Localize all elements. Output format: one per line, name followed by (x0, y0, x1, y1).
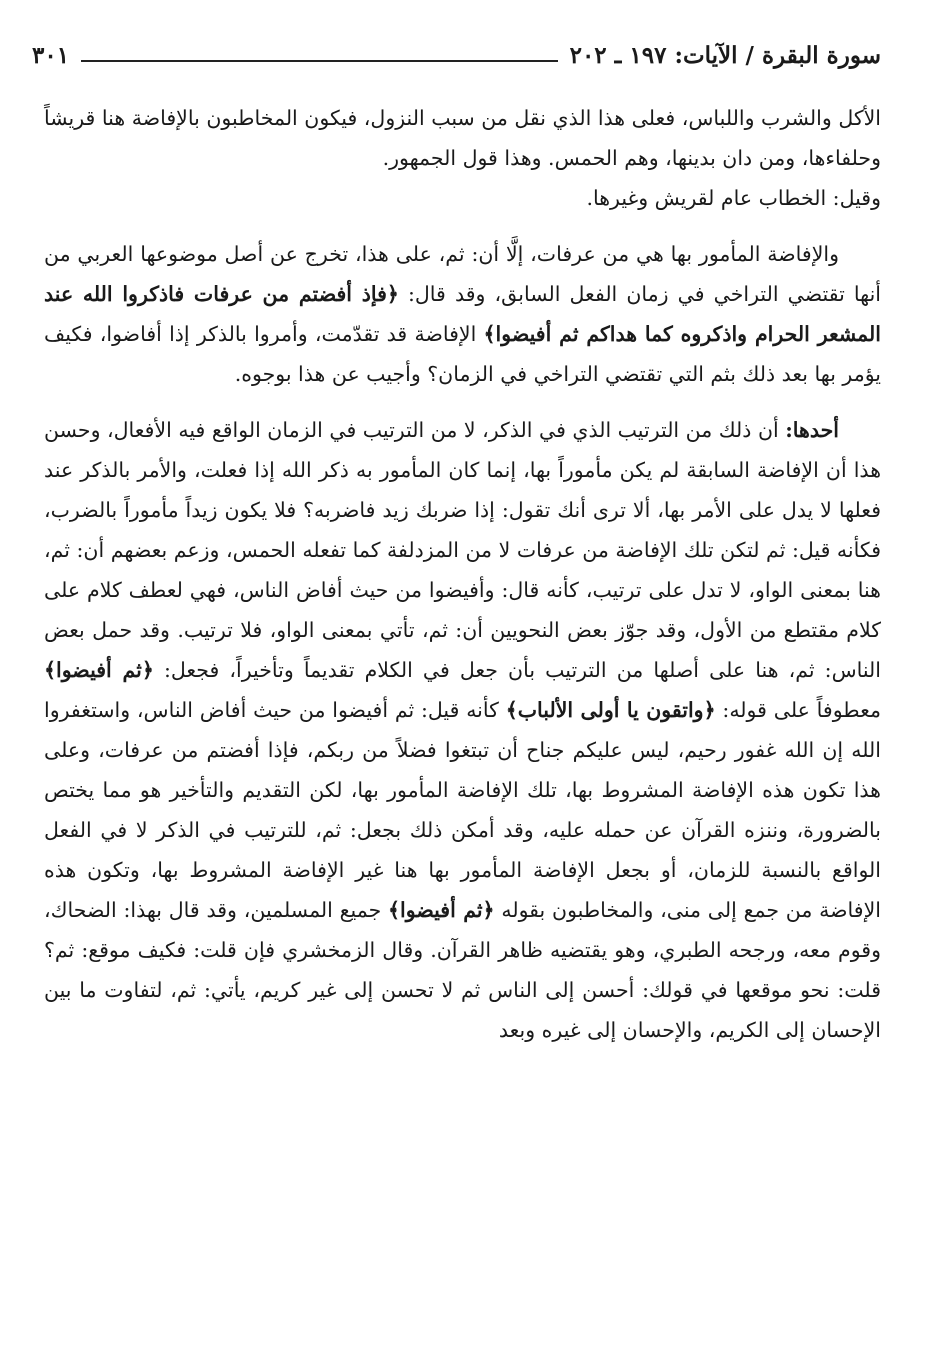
paragraph-4-lead: أحدها: (785, 418, 839, 442)
quran-quote: ﴿ثم أفيضوا﴾ (44, 658, 154, 682)
quran-quote: ﴿واتقون يا أولى الألباب﴾ (505, 698, 716, 722)
paragraph-2: وقيل: الخطاب عام لقريش وغيرها. (586, 186, 881, 210)
running-header (32, 38, 881, 72)
paragraph-4-text-d: جميع المسلمين، وقد قال بهذا: الضحاك، وقوم معه، ورجحه الطبري، وهو يقتضيه ظاهر القرآن. وقال الزمخشري فإن قلت: فكيف موقع: ثم؟ قلت: نحو موقعها في قولك: أحسن إلى الناس ثم لا تحسن إلى غير كريم، يأتي: ثم، لتفاوت ما بين الإحسان إلى الكريم، والإحسان إلى غيره وبعد (44, 898, 881, 1042)
paragraph-3-text-a: والإفاضة المأمور بها هي من عرفات، إلَّا أن: ثم، على هذا، تخرج عن أصل موضوعها العربي من أنها تقتضي التراخي في زمان الفعل السابق، وقد قال: (44, 242, 881, 306)
page-body (44, 98, 881, 1050)
paragraph-3 (44, 234, 881, 394)
paragraph-4 (44, 410, 881, 1050)
quran-quote: ﴿فإذ أفضتم من عرفات فاذكروا الله عند المشعر الحرام واذكروه كما هداكم ثم أفيضوا﴾ (44, 282, 881, 346)
paragraph-4-text-a: أن ذلك من الترتيب الذي في الذكر، لا من الترتيب في الزمان الواقع فيه الأفعال، وحسن هذا أن الإفاضة السابقة لم يكن مأموراً بها، إنما كان المأمور به ذكر الله إذا فعلت، والأمر بالذكر عند فعلها لا يدل على الأمر بها، ألا ترى أنك تقول: إذا ضربك زيد فاضربه؟ فلا يكون زيداً مأموراً بالضرب، فكأنه قيل: ثم لتكن تلك الإفاضة من عرفات لا من المزدلفة كما تفعله الحمس، وزعم بعضهم أن: ثم، هنا بمعنى الواو، لا تدل على ترتيب، كأنه قال: وأفيضوا من حيث أفاض الناس، فهي لعطف كلام على كلام مقتطع من الأول، وقد جوّز بعض النحويين أن: ثم، تأتي بمعنى الواو، فلا ترتيب. وقد حمل بعض الناس: ثم، هنا على أصلها من الترتيب بأن جعل في الكلام تقديماً وتأخيراً، فجعل: (44, 418, 881, 682)
page-number: ٣٠١ (32, 41, 70, 69)
paragraph-3-text-b: الإفاضة قد تقدّمت، وأمروا بالذكر إذا أفاضوا، فكيف يؤمر بها بعد ذلك بثم التي تقتضي التراخي في الزمان؟ وأجيب عن هذا بوجوه. (44, 322, 881, 386)
header-rule (81, 60, 558, 62)
paragraph-4-text-c: كأنه قيل: ثم أفيضوا من حيث أفاض الناس، واستغفروا الله إن الله غفور رحيم، ليس عليكم جناح أن تبتغوا فضلاً من ربكم، فإذا أفضتم من عرفات، وعلى هذا تكون هذه الإفاضة المشروط بها، تلك الإفاضة المأمور بها، لكن التقديم والتأخير هو مما يختص بالضرورة، وننزه القرآن عن حمله عليه، وقد أمكن ذلك بجعل: ثم، للترتيب في الذكر لا في الفعل الواقع بالنسبة للزمان، أو بجعل الإفاضة المأمور بها هنا غير الإفاضة المشروط بها، وتكون هذه الإفاضة من جمع إلى منى، والمخاطبون بقوله (44, 698, 881, 922)
paragraph-1: الأكل والشرب واللباس، فعلى هذا الذي نقل من سبب النزول، فيكون المخاطبون بالإفاضة هنا قريشاً وحلفاءها، ومن دان بدينها، وهم الحمس. وهذا قول الجمهور. (44, 106, 881, 170)
quran-quote: ﴿ثم أفيضوا﴾ (388, 898, 495, 922)
paragraph-4-text-b: معطوفاً على قوله: (722, 698, 881, 722)
header-title: سورة البقرة / الآيات: ١٩٧ ـ ٢٠٢ (569, 41, 881, 69)
